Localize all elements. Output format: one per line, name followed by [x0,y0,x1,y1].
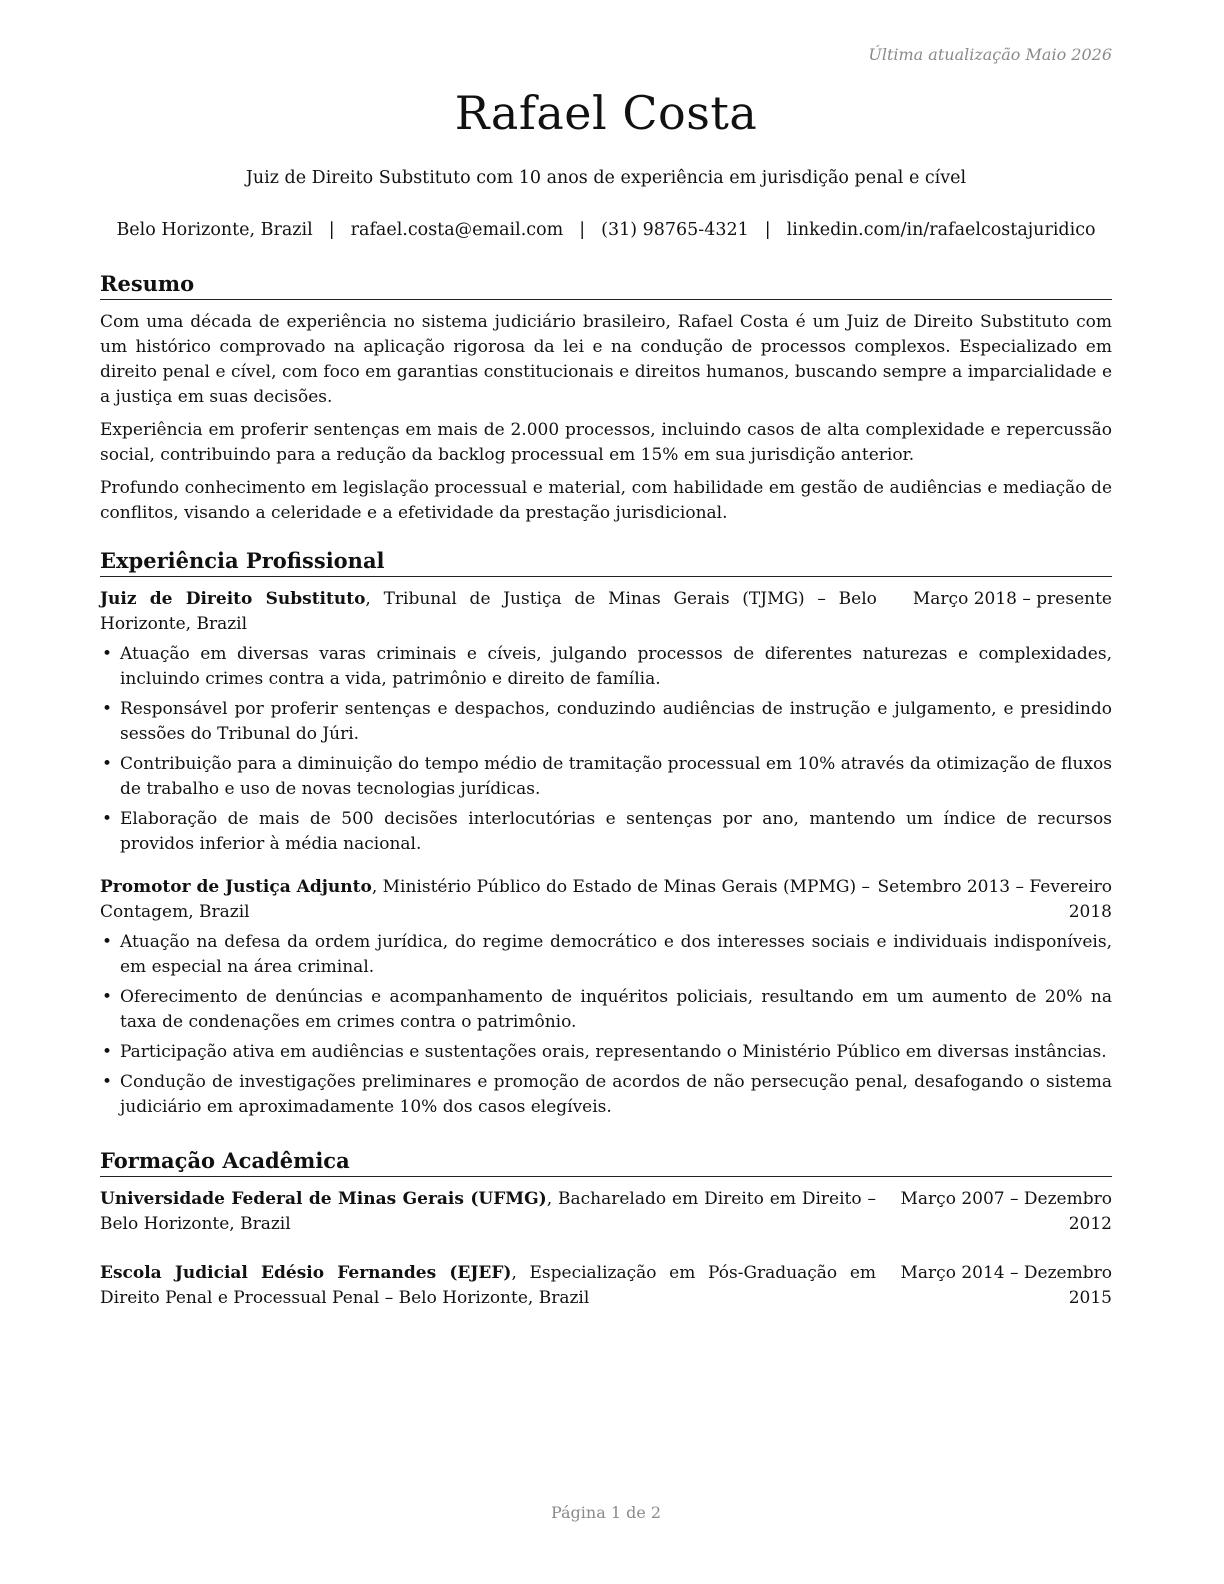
list-item: • Elaboração de mais de 500 decisões interlocutórias e sentenças por ano, mantendo um índice de recursos providos inferior à média nacional. [100,807,1112,857]
summary-paragraph: Profundo conhecimento em legislação processual e material, com habilidade em gestão de audiências e mediação de conflitos, visando a celeridade e a efetividade da prestação jurisdicional. [100,478,1112,523]
entry-header [100,875,1112,925]
contact-line [100,220,1112,240]
job-bullets [100,930,1112,1120]
headline: Juiz de Direito Substituto com 10 anos de experiência em jurisdição penal e cível [245,168,967,188]
education-entry [100,1187,1112,1237]
list-item: • Responsável por proferir sentenças e despachos, conduzindo audiências de instrução e julgamento, e presidindo sessões do Tribunal do Júri. [100,697,1112,747]
degree-detail: , Especialização em Pós-Graduação em Direito Penal e Processual Penal – Belo Horizonte, Brazil [100,1263,876,1308]
entry-header [100,1187,1112,1237]
entry-header [100,587,1112,637]
section-title-experience: Experiência Profissional [100,548,1112,577]
contact-separator: | [579,220,586,240]
job-dates: Março 2018 – presente [912,589,1112,609]
summary-paragraph: Com uma década de experiência no sistema judiciário brasileiro, Rafael Costa é um Juiz de Direito Substituto com um histórico comprovado na aplicação rigorosa da lei e na condução de processos complexos. Especializado em direito penal e cível, com foco em garantias constitucionais e direitos humanos, buscando sempre a imparcialidade e a justiça em suas decisões. [100,312,1112,407]
list-item: • Condução de investigações preliminares e promoção de acordos de não persecução penal, desafogando o sistema judiciário em aproximadamente 10% dos casos elegíveis. [100,1070,1112,1120]
list-item: • Oferecimento de denúncias e acompanhamento de inquéritos policiais, resultando em um aumento de 20% na taxa de condenações em crimes contra o patrimônio. [100,985,1112,1035]
section-title-education: Formação Acadêmica [100,1148,1112,1177]
contact-phone: (31) 98765-4321 [601,220,749,240]
list-item: • Atuação em diversas varas criminais e cíveis, julgando processos de diferentes naturezas e complexidades, incluindo crimes contra a vida, patrimônio e direito de família. [100,642,1112,692]
summary-paragraph: Experiência em proferir sentenças em mais de 2.000 processos, incluindo casos de alta complexidade e repercussão social, contribuindo para a redução da backlog processual em 15% em sua jurisdição anterior. [100,420,1112,465]
entry-title [100,587,877,637]
entry-title [100,875,870,925]
experience-section [100,548,1112,1125]
contact-linkedin[interactable]: linkedin.com/in/rafaelcostajuridico [786,220,1096,240]
education-dates: Março 2014 – Dezembro 2015 [900,1263,1112,1308]
job-dates: Setembro 2013 – Fevereiro 2018 [877,877,1112,922]
page-number: Página 1 de 2 [550,1503,662,1522]
entry-title [100,1261,876,1311]
list-item: • Atuação na defesa da ordem jurídica, do regime democrático e dos interesses sociais e individuais indisponíveis, em especial na área criminal. [100,930,1112,980]
job-organization: , Ministério Público do Estado de Minas Gerais (MPMG) – Contagem, Brazil [100,877,870,922]
experience-entry [100,875,1112,1120]
job-role: Juiz de Direito Substituto [100,589,366,609]
education-section [100,1148,1112,1311]
contact-email[interactable]: rafael.costa@email.com [350,220,564,240]
entry-title [100,1187,876,1237]
job-role: Promotor de Justiça Adjunto [100,877,372,897]
list-item: • Contribuição para a diminuição do tempo médio de tramitação processual em 10% através da otimização de fluxos de trabalho e uso de novas tecnologias jurídicas. [100,752,1112,802]
entry-header [100,1261,1112,1311]
job-bullets [100,642,1112,857]
contact-separator: | [328,220,335,240]
education-dates: Março 2007 – Dezembro 2012 [900,1189,1112,1234]
school-name: Escola Judicial Edésio Fernandes (EJEF) [100,1263,512,1283]
education-entry [100,1261,1112,1311]
job-organization: , Tribunal de Justiça de Minas Gerais (TJMG) – Belo Horizonte, Brazil [100,589,877,634]
degree-detail: , Bacharelado em Direito em Direito – Belo Horizonte, Brazil [100,1189,876,1234]
resume-page [100,0,1112,1584]
summary-section [100,271,1112,534]
list-item: • Participação ativa em audiências e sustentações orais, representando o Ministério Público em diversas instâncias. [100,1040,1112,1065]
school-name: Universidade Federal de Minas Gerais (UFMG) [100,1189,547,1209]
experience-entry [100,587,1112,857]
candidate-name: Rafael Costa [454,86,758,140]
section-title-summary: Resumo [100,271,1112,300]
last-updated: Última atualização Maio 2026 [868,45,1112,64]
contact-separator: | [764,220,771,240]
contact-location: Belo Horizonte, Brazil [116,220,313,240]
